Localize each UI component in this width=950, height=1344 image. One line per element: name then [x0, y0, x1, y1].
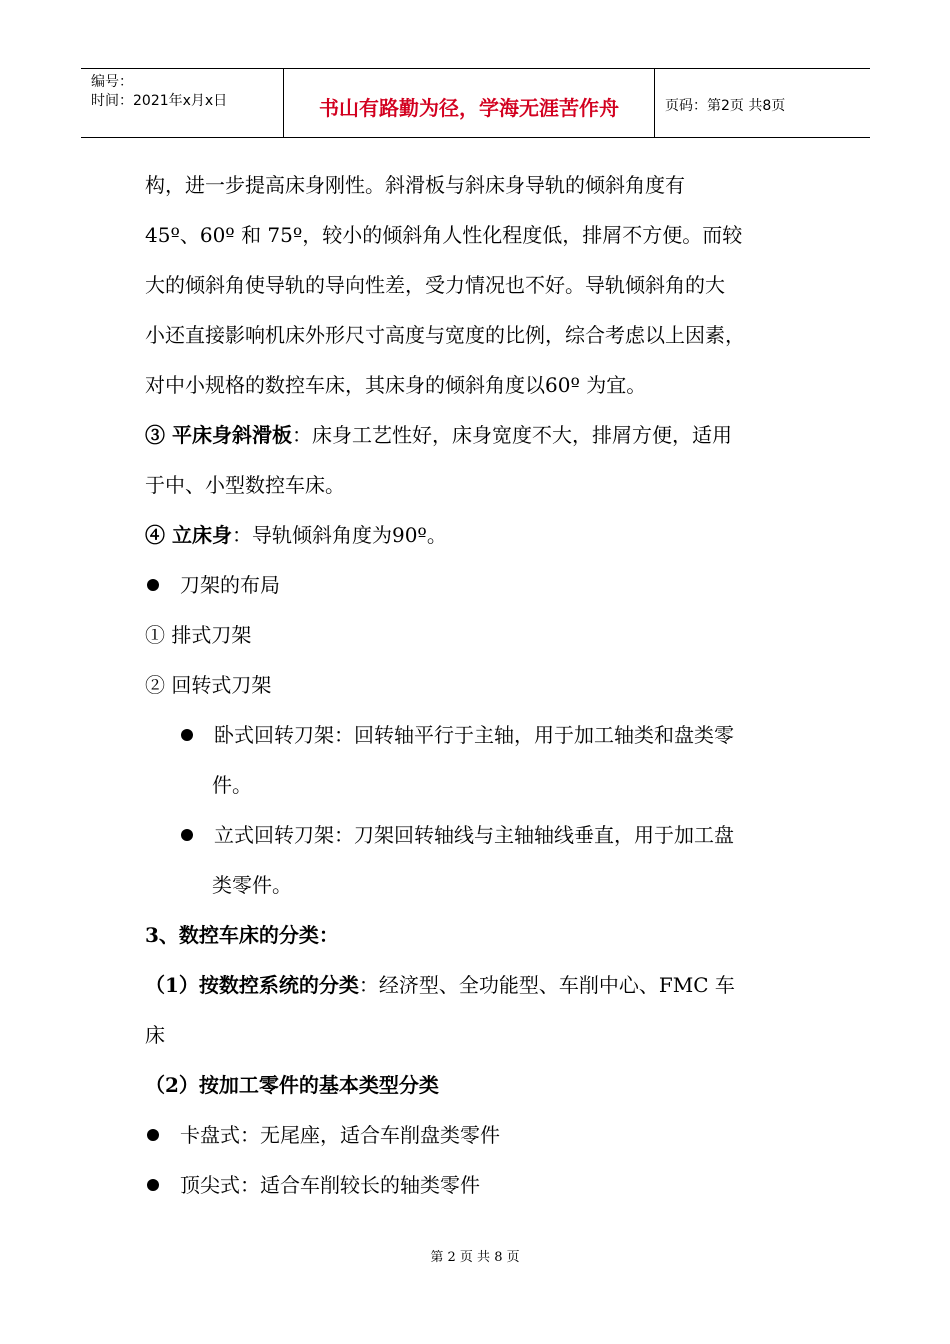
- list-item-title: ③ 平床身斜滑板: [145, 423, 292, 447]
- bullet-icon: [147, 579, 159, 591]
- header-motto: 书山有路勤为径，学海无涯苦作舟: [283, 69, 655, 137]
- bullet-icon: [147, 1129, 159, 1141]
- bullet-text: 刀架的布局: [180, 573, 280, 597]
- bullet-icon: [181, 729, 193, 741]
- section-heading: 3、数控车床的分类：: [145, 923, 339, 947]
- bullet-item-vertical-turret: [145, 810, 825, 860]
- header-page-info: 页码：第2页 共8页: [665, 98, 786, 114]
- bullet-icon: [181, 829, 193, 841]
- bullet-item-center: [145, 1160, 825, 1210]
- paragraph-line: 类零件。: [212, 873, 292, 897]
- bullet-text: 卧式回转刀架：回转轴平行于主轴，用于加工轴类和盘类零: [214, 723, 734, 747]
- paragraph-line: 构，进一步提高床身刚性。斜滑板与斜床身导轨的倾斜角度有: [145, 173, 685, 197]
- list-item-text: ：床身工艺性好，床身宽度不大，排屑方便，适用: [291, 423, 732, 447]
- page-footer: 第 2 页 共 8 页: [430, 1250, 520, 1265]
- classification-text: ：经济型、全功能型、车削中心、FMC 车: [358, 973, 735, 997]
- paragraph-line: 45º、60º 和 75º，较小的倾斜角人性化程度低，排屑不方便。而较: [145, 223, 743, 247]
- classification-title: （1）按数控系统的分类: [145, 973, 359, 997]
- document-number-label: 编号：: [91, 74, 133, 90]
- list-item-title: ④ 立床身: [145, 523, 232, 547]
- paragraph-line: 件。: [212, 773, 252, 797]
- list-item-row-tool: ① 排式刀架: [145, 623, 252, 647]
- bullet-text: 立式回转刀架：刀架回转轴线与主轴轴线垂直，用于加工盘: [214, 823, 734, 847]
- bullet-icon: [147, 1179, 159, 1191]
- document-date: 时间：2021年x月x日: [91, 93, 228, 109]
- paragraph-line: 于中、小型数控车床。: [145, 473, 345, 497]
- paragraph-line: 对中小规格的数控车床，其床身的倾斜角度以60º 为宜。: [145, 373, 647, 397]
- paragraph-line: 床: [145, 1023, 165, 1047]
- bullet-item-tool-layout: [145, 560, 825, 610]
- page-header: [81, 68, 870, 138]
- paragraph-line: 小还直接影响机床外形尺寸高度与宽度的比例，综合考虑以上因素，: [145, 323, 745, 347]
- paragraph-line: 大的倾斜角使导轨的导向性差，受力情况也不好。导轨倾斜角的大: [145, 273, 725, 297]
- list-item-vertical-bed: [145, 510, 825, 560]
- bullet-item-chuck: [145, 1110, 825, 1160]
- bullet-item-horizontal-turret: [145, 710, 825, 760]
- bullet-text: 卡盘式：无尾座，适合车削盘类零件: [180, 1123, 500, 1147]
- header-meta: [81, 69, 283, 137]
- classification-item-2: （2）按加工零件的基本类型分类: [145, 1073, 439, 1097]
- bullet-text: 顶尖式：适合车削较长的轴类零件: [180, 1173, 480, 1197]
- list-item-flat-bed: [145, 410, 825, 460]
- document-body: [145, 160, 825, 1210]
- list-item-rotary-tool: ② 回转式刀架: [145, 673, 272, 697]
- list-item-text: ：导轨倾斜角度为90º。: [231, 523, 447, 547]
- classification-item-1: [145, 960, 825, 1010]
